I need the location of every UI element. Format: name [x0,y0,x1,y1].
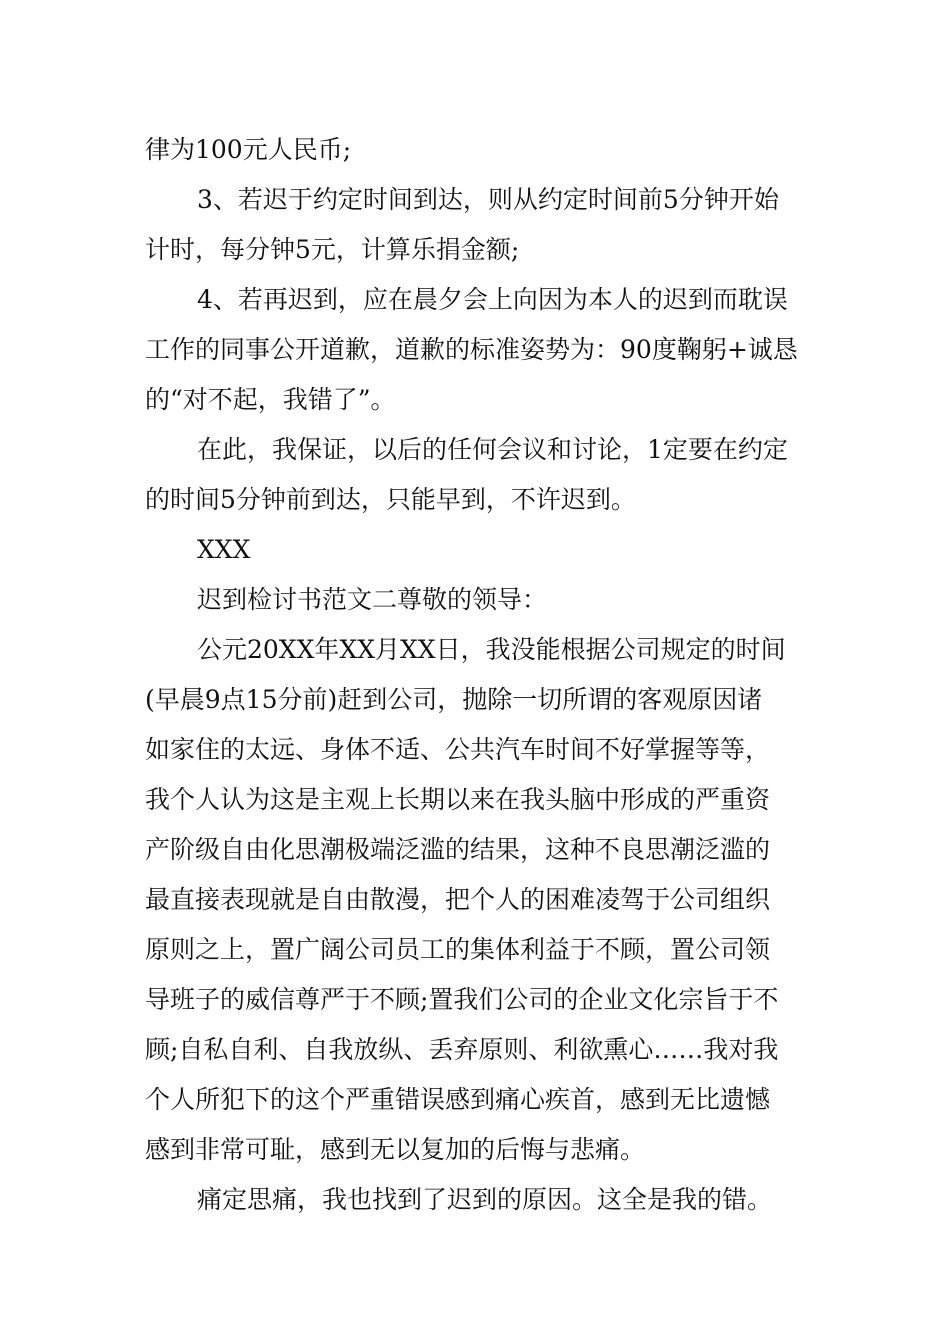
text-line: 4、若再迟到，应在晨夕会上向因为本人的迟到而耽误 [197,285,788,314]
text-line: 的“对不起，我错了”。 [145,385,396,414]
text-line: (早晨9点15分前)赶到公司，抛除一切所谓的客观原因诸 [145,685,763,714]
text-line: 公元20XX年XX月XX日，我没能根据公司规定的时间 [197,635,786,664]
text-line: 在此，我保证，以后的任何会议和讨论，1定要在约定 [197,435,788,464]
text-line: 如家住的太远、身体不适、公共汽车时间不好掌握等等， [145,735,771,764]
signature-line: XXX [197,535,251,564]
text-line: 我个人认为这是主观上长期以来在我头脑中形成的严重资 [145,785,771,814]
text-line: 导班子的威信尊严于不顾;置我们公司的企业文化宗旨于不 [145,985,779,1014]
text-line: 律为100元人民币; [145,135,352,164]
section-heading: 迟到检讨书范文二尊敬的领导： [197,585,548,614]
text-line: 顾;自私自利、自我放纵、丢弃原则、利欲熏心……我对我 [145,1035,779,1064]
text-line: 原则之上，置广阔公司员工的集体利益于不顾，置公司领 [145,935,771,964]
text-line: 感到非常可耻，感到无以复加的后悔与悲痛。 [145,1135,646,1164]
text-line: 的时间5分钟前到达，只能早到，不许迟到。 [145,485,636,514]
text-line: 计时，每分钟5元，计算乐捐金额; [145,235,520,264]
text-line: 产阶级自由化思潮极端泛滥的结果，这种不良思潮泛滥的 [145,835,771,864]
text-line: 个人所犯下的这个严重错误感到痛心疾首，感到无比遗憾 [145,1085,771,1114]
text-line: 工作的同事公开道歉，道歉的标准姿势为：90度鞠躬+诚恳 [145,335,798,364]
text-line: 3、若迟于约定时间到达，则从约定时间前5分钟开始 [197,185,779,214]
text-line: 痛定思痛，我也找到了迟到的原因。这全是我的错。 [197,1185,773,1214]
text-line: 最直接表现就是自由散漫，把个人的困难凌驾于公司组织 [145,885,771,914]
